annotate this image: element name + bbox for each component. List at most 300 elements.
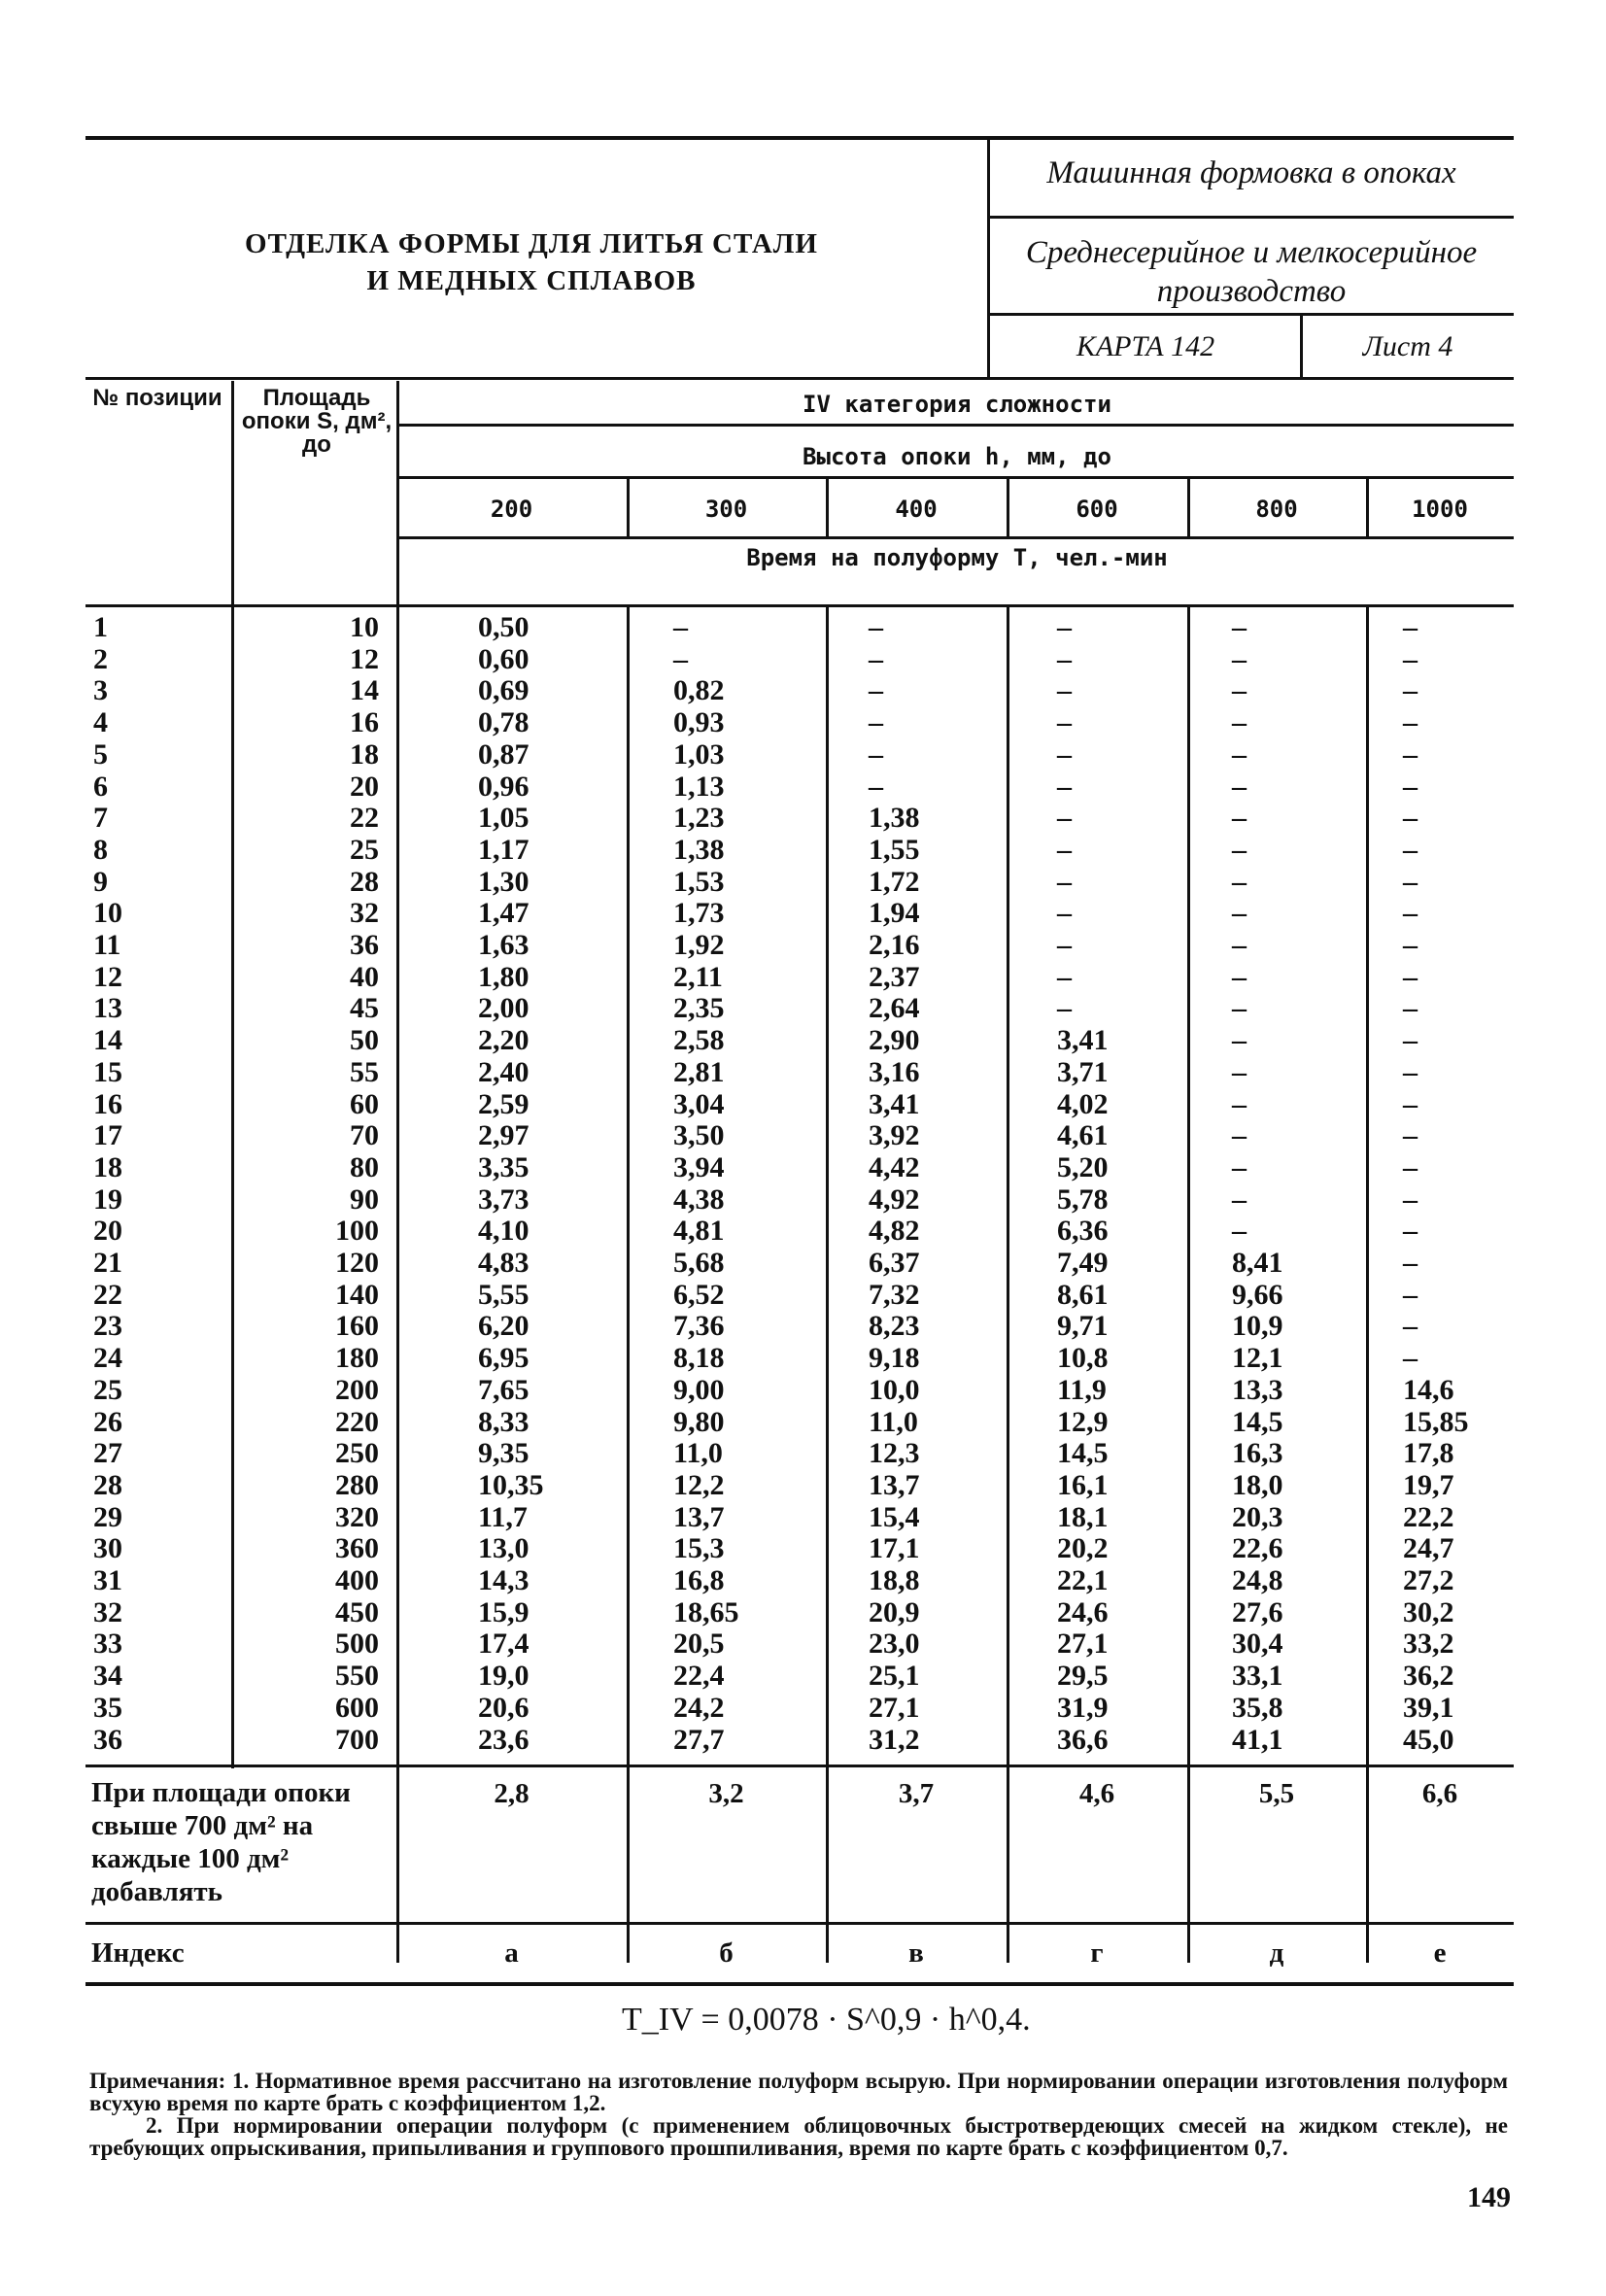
row-value: 5,68: [673, 1247, 725, 1279]
row-position: 24: [93, 1342, 122, 1375]
row-area: 320: [335, 1500, 379, 1533]
row-area: 50: [350, 1024, 379, 1057]
row-position: 13: [93, 992, 122, 1025]
row-value: 3,71: [1057, 1055, 1109, 1088]
row-value: –: [1403, 1310, 1418, 1343]
row-value: 1,03: [673, 737, 725, 771]
row-position: 16: [93, 1087, 122, 1120]
row-value: –: [869, 770, 883, 803]
row-value: 14,3: [478, 1564, 530, 1596]
row-value: –: [1403, 611, 1418, 643]
row-value: –: [1403, 897, 1418, 930]
row-position: 15: [93, 1055, 122, 1088]
row-value: 2,97: [478, 1119, 530, 1152]
row-value: 1,23: [673, 802, 725, 835]
row-area: 220: [335, 1405, 379, 1438]
extra-row-label: При площади опоки свыше 700 дм² на каждые 100 дм² добавлять: [91, 1777, 351, 1907]
row-value: 24,6: [1057, 1595, 1109, 1628]
row-value: 5,20: [1057, 1150, 1109, 1183]
height-cell: 800: [1255, 496, 1298, 523]
row-value: 41,1: [1232, 1723, 1283, 1756]
row-value: 12,9: [1057, 1405, 1109, 1438]
row-area: 32: [350, 897, 379, 930]
page-number: 149: [1467, 2181, 1511, 2213]
row-value: –: [1403, 1055, 1418, 1088]
row-value: 2,40: [478, 1055, 530, 1088]
document-title: [85, 225, 977, 299]
row-position: 19: [93, 1182, 122, 1216]
extra-value: 6,6: [1421, 1778, 1458, 1809]
row-position: 11: [93, 929, 121, 961]
row-position: 35: [93, 1691, 122, 1724]
formula: [622, 2002, 1031, 2039]
row-position: 12: [93, 960, 122, 993]
row-value: 10,0: [869, 1373, 920, 1406]
value-col-rule: [1187, 606, 1190, 1963]
row-value: –: [1232, 1182, 1247, 1216]
row-area: 55: [350, 1055, 379, 1088]
row-value: 2,59: [478, 1087, 530, 1120]
row-value: 6,52: [673, 1278, 725, 1311]
row-value: 11,9: [1057, 1373, 1107, 1406]
top-rule: [85, 136, 1514, 140]
title-line-1: ОТДЕЛКА ФОРМЫ ДЛЯ ЛИТЬЯ СТАЛИ: [245, 228, 818, 259]
row-value: –: [1403, 833, 1418, 866]
row-area: 100: [335, 1215, 379, 1248]
time-header: Время на полуформу Т, чел.-мин: [746, 544, 1168, 571]
row-value: 1,47: [478, 897, 530, 930]
extra-value: 2,8: [494, 1778, 530, 1809]
header-rule-2: [987, 313, 1514, 316]
row-value: 3,41: [1057, 1024, 1109, 1057]
row-value: 7,32: [869, 1278, 920, 1311]
height-cell: 400: [895, 496, 938, 523]
row-position: 32: [93, 1595, 122, 1628]
row-value: –: [1057, 865, 1072, 898]
row-value: –: [1057, 992, 1072, 1025]
row-value: 9,80: [673, 1405, 725, 1438]
row-value: 0,78: [478, 706, 530, 739]
row-position: 31: [93, 1564, 122, 1596]
index-value: д: [1269, 1937, 1284, 1969]
row-position: 26: [93, 1405, 122, 1438]
row-value: 8,23: [869, 1310, 920, 1343]
row-value: 1,38: [869, 802, 920, 835]
row-value: –: [1232, 1087, 1247, 1120]
row-value: 1,92: [673, 929, 725, 961]
row-value: 9,66: [1232, 1278, 1283, 1311]
row-value: 1,80: [478, 960, 530, 993]
height-cell: 200: [490, 496, 533, 523]
row-value: 1,30: [478, 865, 530, 898]
row-value: –: [1232, 1150, 1247, 1183]
row-value: 27,1: [869, 1691, 920, 1724]
row-value: 20,9: [869, 1595, 920, 1628]
row-value: 12,3: [869, 1437, 920, 1470]
row-position: 18: [93, 1150, 122, 1183]
row-position: 22: [93, 1278, 122, 1311]
row-value: 18,65: [673, 1595, 739, 1628]
row-value: 11,0: [673, 1437, 723, 1470]
row-value: 1,63: [478, 929, 530, 961]
index-value: а: [504, 1937, 519, 1969]
row-value: –: [1232, 897, 1247, 930]
row-position: 14: [93, 1024, 122, 1057]
row-area: 12: [350, 642, 379, 675]
row-value: 2,11: [673, 960, 723, 993]
row-area: 28: [350, 865, 379, 898]
row-value: 22,1: [1057, 1564, 1109, 1596]
extra-row-top-rule: [85, 1765, 1514, 1767]
title-line-2: И МЕДНЫХ СПЛАВОВ: [366, 265, 697, 296]
row-area: 360: [335, 1532, 379, 1565]
row-value: –: [1403, 1215, 1418, 1248]
row-value: –: [1232, 992, 1247, 1025]
row-value: –: [1232, 929, 1247, 961]
row-value: 17,4: [478, 1628, 530, 1661]
row-value: –: [1403, 1278, 1418, 1311]
row-value: –: [1232, 1119, 1247, 1152]
row-value: –: [1403, 1150, 1418, 1183]
row-position: 1: [93, 611, 108, 643]
row-area: 280: [335, 1468, 379, 1501]
note-1: Примечания: 1. Нормативное время рассчитано на изготовление полуформ всырую. При нормировании операции изготовления полуформ всухую время по карте брать с коэффициентом 1,2.: [89, 2069, 1508, 2115]
row-value: –: [1232, 1215, 1247, 1248]
table-bottom-rule: [85, 1982, 1514, 1986]
row-value: –: [1057, 674, 1072, 707]
row-value: 1,17: [478, 833, 530, 866]
index-value: г: [1090, 1937, 1104, 1969]
row-value: 10,35: [478, 1468, 544, 1501]
row-value: 3,04: [673, 1087, 725, 1120]
row-value: –: [1403, 992, 1418, 1025]
extra-value: 3,2: [708, 1778, 744, 1809]
row-value: 4,10: [478, 1215, 530, 1248]
value-col-rule: [826, 606, 829, 1963]
row-value: –: [1057, 833, 1072, 866]
row-value: 15,9: [478, 1595, 530, 1628]
index-row-label: Индекс: [91, 1937, 185, 1969]
row-area: 90: [350, 1182, 379, 1216]
row-value: –: [869, 642, 883, 675]
heights-rule: [396, 536, 1514, 539]
row-value: 15,3: [673, 1532, 725, 1565]
row-value: 4,81: [673, 1215, 725, 1248]
row-value: 8,33: [478, 1405, 530, 1438]
row-position: 8: [93, 833, 108, 866]
row-value: –: [1232, 770, 1247, 803]
row-value: 0,60: [478, 642, 530, 675]
row-position: 29: [93, 1500, 122, 1533]
height-cell-rule: [627, 478, 630, 536]
row-value: 27,2: [1403, 1564, 1454, 1596]
row-value: –: [1403, 737, 1418, 771]
row-value: –: [1403, 770, 1418, 803]
row-area: 36: [350, 929, 379, 961]
row-value: 6,37: [869, 1247, 920, 1279]
row-value: 4,82: [869, 1215, 920, 1248]
row-value: 4,83: [478, 1247, 530, 1279]
row-position: 23: [93, 1310, 122, 1343]
row-area: 450: [335, 1595, 379, 1628]
row-value: 14,5: [1232, 1405, 1283, 1438]
row-position: 7: [93, 802, 108, 835]
row-area: 400: [335, 1564, 379, 1596]
row-value: 2,37: [869, 960, 920, 993]
col-area-header: Площадь опоки S, дм², до: [241, 385, 393, 458]
row-value: 20,5: [673, 1628, 725, 1661]
row-value: 13,7: [673, 1500, 725, 1533]
row-area: 140: [335, 1278, 379, 1311]
row-value: –: [1232, 960, 1247, 993]
index-value: в: [908, 1937, 924, 1969]
row-area: 14: [350, 674, 379, 707]
row-value: 18,0: [1232, 1468, 1283, 1501]
row-value: 13,7: [869, 1468, 920, 1501]
row-value: 29,5: [1057, 1660, 1109, 1693]
row-value: –: [673, 642, 688, 675]
row-value: 9,00: [673, 1373, 725, 1406]
header-col-rule-2: [396, 381, 399, 604]
row-area: 600: [335, 1691, 379, 1724]
row-value: 18,1: [1057, 1500, 1109, 1533]
row-area: 70: [350, 1119, 379, 1152]
row-value: 15,4: [869, 1500, 920, 1533]
row-value: 31,2: [869, 1723, 920, 1756]
row-value: 22,2: [1403, 1500, 1454, 1533]
complexity-rule: [396, 424, 1514, 427]
row-value: 3,94: [673, 1150, 725, 1183]
row-value: 27,6: [1232, 1595, 1283, 1628]
row-value: –: [1403, 960, 1418, 993]
row-area: 45: [350, 992, 379, 1025]
height-rule: [396, 476, 1514, 479]
row-value: –: [1232, 737, 1247, 771]
row-value: 4,92: [869, 1182, 920, 1216]
row-value: 45,0: [1403, 1723, 1454, 1756]
row-value: 3,50: [673, 1119, 725, 1152]
row-value: 20,3: [1232, 1500, 1283, 1533]
card-number: КАРТА 142: [1076, 330, 1215, 362]
body-col-rule-2: [396, 606, 399, 1963]
row-value: 25,1: [869, 1660, 920, 1693]
value-col-rule: [627, 606, 630, 1963]
row-value: 5,78: [1057, 1182, 1109, 1216]
row-value: 19,0: [478, 1660, 530, 1693]
row-value: 2,90: [869, 1024, 920, 1057]
table-header-bottom-rule: [85, 604, 1514, 607]
row-value: 3,41: [869, 1087, 920, 1120]
row-value: 0,69: [478, 674, 530, 707]
row-value: 24,7: [1403, 1532, 1454, 1565]
row-value: 6,36: [1057, 1215, 1109, 1248]
notes: [89, 2070, 1508, 2159]
row-value: –: [869, 706, 883, 739]
row-value: 31,9: [1057, 1691, 1109, 1724]
extra-value: 5,5: [1258, 1778, 1295, 1809]
height-cell-rule: [826, 478, 829, 536]
row-value: 8,41: [1232, 1247, 1283, 1279]
height-header: Высота опоки h, мм, до: [803, 443, 1111, 470]
formula-text: T_IV = 0,0078 · S^0,9 · h^0,4.: [622, 2002, 1031, 2038]
row-value: 2,35: [673, 992, 725, 1025]
row-value: 22,6: [1232, 1532, 1283, 1565]
row-position: 20: [93, 1215, 122, 1248]
row-position: 33: [93, 1628, 122, 1661]
row-value: 2,64: [869, 992, 920, 1025]
row-value: –: [869, 611, 883, 643]
height-cell-rule: [1007, 478, 1009, 536]
row-value: 9,35: [478, 1437, 530, 1470]
row-value: 13,3: [1232, 1373, 1283, 1406]
row-area: 550: [335, 1660, 379, 1693]
row-value: 1,94: [869, 897, 920, 930]
row-value: 2,00: [478, 992, 530, 1025]
row-value: –: [1057, 706, 1072, 739]
row-value: 18,8: [869, 1564, 920, 1596]
row-value: 17,8: [1403, 1437, 1454, 1470]
row-value: 39,1: [1403, 1691, 1454, 1724]
row-area: 40: [350, 960, 379, 993]
row-value: 1,13: [673, 770, 725, 803]
row-position: 28: [93, 1468, 122, 1501]
row-value: –: [1403, 674, 1418, 707]
row-value: 33,1: [1232, 1660, 1283, 1693]
row-value: 13,0: [478, 1532, 530, 1565]
row-value: 17,1: [869, 1532, 920, 1565]
row-area: 25: [350, 833, 379, 866]
row-position: 10: [93, 897, 122, 930]
col-position-header: № позиции: [92, 385, 222, 411]
note-2: 2. При нормировании операции полуформ (с применением облицовочных быстротвердеющих смесей на жидком стекле), не требующих опрыскивания, припыливания и группового прошпиливания, время по карте брать с коэффициентом 0,7.: [89, 2113, 1508, 2160]
row-value: –: [1403, 1087, 1418, 1120]
row-position: 6: [93, 770, 108, 803]
row-value: 35,8: [1232, 1691, 1283, 1724]
row-value: 4,02: [1057, 1087, 1109, 1120]
height-cell: 600: [1076, 496, 1118, 523]
row-value: 7,65: [478, 1373, 530, 1406]
row-value: 6,20: [478, 1310, 530, 1343]
row-area: 16: [350, 706, 379, 739]
header-rule-1: [987, 216, 1514, 219]
row-area: 18: [350, 737, 379, 771]
row-value: 4,42: [869, 1150, 920, 1183]
row-value: 3,16: [869, 1055, 920, 1088]
row-value: 10,8: [1057, 1342, 1109, 1375]
value-col-rule: [1007, 606, 1009, 1963]
row-value: 9,18: [869, 1342, 920, 1375]
row-value: 19,7: [1403, 1468, 1454, 1501]
row-value: 11,7: [478, 1500, 528, 1533]
complexity-header: IV категория сложности: [803, 391, 1111, 418]
row-value: –: [1057, 897, 1072, 930]
row-value: –: [1403, 706, 1418, 739]
method-label: Машинная формовка в опоках: [1046, 155, 1456, 190]
row-value: –: [1232, 706, 1247, 739]
row-value: 22,4: [673, 1660, 725, 1693]
row-value: –: [1403, 642, 1418, 675]
row-value: 1,73: [673, 897, 725, 930]
row-value: 24,2: [673, 1691, 725, 1724]
row-position: 5: [93, 737, 108, 771]
row-value: 3,92: [869, 1119, 920, 1152]
row-position: 30: [93, 1532, 122, 1565]
index-value: е: [1433, 1937, 1447, 1969]
row-position: 4: [93, 706, 108, 739]
row-value: 0,82: [673, 674, 725, 707]
value-col-rule: [1366, 606, 1369, 1963]
row-value: –: [1403, 929, 1418, 961]
row-position: 36: [93, 1723, 122, 1756]
row-value: 4,61: [1057, 1119, 1109, 1152]
row-value: 27,7: [673, 1723, 725, 1756]
production-label: Среднесерийное и мелкосерийное производство: [1025, 235, 1478, 309]
row-value: 0,50: [478, 611, 530, 643]
row-area: 22: [350, 802, 379, 835]
row-value: 1,53: [673, 865, 725, 898]
row-value: 7,49: [1057, 1247, 1109, 1279]
row-value: –: [869, 674, 883, 707]
row-position: 2: [93, 642, 108, 675]
row-value: 0,93: [673, 706, 725, 739]
row-value: –: [1403, 1119, 1418, 1152]
row-value: 1,72: [869, 865, 920, 898]
header-bottom-rule: [85, 377, 1514, 380]
row-value: 8,61: [1057, 1278, 1109, 1311]
row-value: 15,85: [1403, 1405, 1469, 1438]
row-value: 10,9: [1232, 1310, 1283, 1343]
row-area: 700: [335, 1723, 379, 1756]
row-position: 27: [93, 1437, 122, 1470]
row-value: 20,6: [478, 1691, 530, 1724]
row-value: 2,16: [869, 929, 920, 961]
row-value: 0,96: [478, 770, 530, 803]
row-value: 3,35: [478, 1150, 530, 1183]
row-value: –: [1057, 929, 1072, 961]
row-value: 36,2: [1403, 1660, 1454, 1693]
row-position: 25: [93, 1373, 122, 1406]
row-value: 0,87: [478, 737, 530, 771]
row-position: 17: [93, 1119, 122, 1152]
row-value: 33,2: [1403, 1628, 1454, 1661]
row-position: 34: [93, 1660, 122, 1693]
row-value: 1,05: [478, 802, 530, 835]
row-value: –: [1232, 802, 1247, 835]
row-value: 14,5: [1057, 1437, 1109, 1470]
row-value: 6,95: [478, 1342, 530, 1375]
row-value: 36,6: [1057, 1723, 1109, 1756]
row-value: 24,8: [1232, 1564, 1283, 1596]
height-cell: 300: [704, 496, 748, 523]
extra-value: 4,6: [1078, 1778, 1115, 1809]
row-value: 3,73: [478, 1182, 530, 1216]
row-area: 180: [335, 1342, 379, 1375]
row-value: –: [1403, 1024, 1418, 1057]
sheet-number: Лист 4: [1362, 330, 1453, 362]
height-cell-rule: [1187, 478, 1190, 536]
height-cell: 1000: [1412, 496, 1468, 523]
row-position: 21: [93, 1247, 122, 1279]
row-value: –: [1232, 865, 1247, 898]
row-value: 1,55: [869, 833, 920, 866]
row-value: 8,18: [673, 1342, 725, 1375]
row-area: 60: [350, 1087, 379, 1120]
row-value: 30,4: [1232, 1628, 1283, 1661]
row-value: 1,38: [673, 833, 725, 866]
row-value: 20,2: [1057, 1532, 1109, 1565]
row-value: –: [1057, 611, 1072, 643]
row-value: 5,55: [478, 1278, 530, 1311]
